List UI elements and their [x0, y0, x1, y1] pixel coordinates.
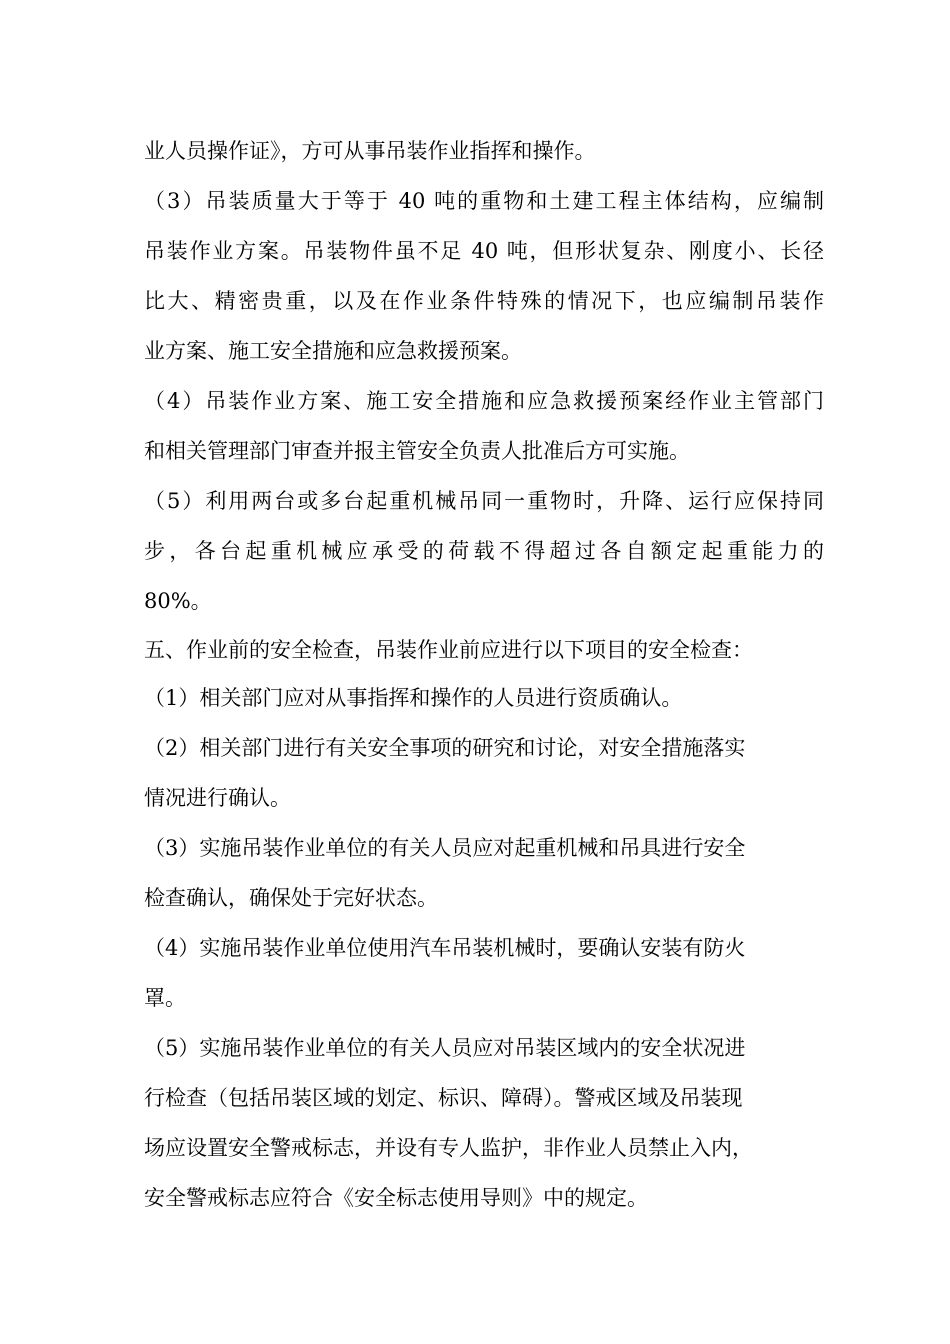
text-line: （2）相关部门进行有关安全事项的研究和讨论，对安全措施落实	[144, 736, 746, 760]
text-line: 业人员操作证》，方可从事吊装作业指挥和操作。	[144, 139, 596, 163]
text-line: 和相关管理部门审查并报主管安全负责人批准后方可实施。	[144, 439, 690, 463]
text-line: （1）相关部门应对从事指挥和操作的人员进行资质确认。	[144, 686, 683, 710]
text-line: 安全警戒标志应符合《安全标志使用导则》中的规定。	[144, 1186, 648, 1210]
text-line: （3）实施吊装作业单位的有关人员应对起重机械和吊具进行安全	[144, 836, 746, 860]
text-line: 情况进行确认。	[144, 786, 291, 810]
text-line: （4）吊装作业方案、施工安全措施和应急救援预案经作业主管部门	[144, 389, 824, 413]
text-line: 行检查（包括吊装区域的划定、标识、障碍）。警戒区域及吊装现	[144, 1086, 743, 1110]
text-line: 80%。	[144, 589, 212, 613]
section-heading: 五、作业前的安全检查，吊装作业前应进行以下项目的安全检查：	[144, 638, 753, 662]
text-line: （3）吊装质量大于等于 40 吨的重物和土建工程主体结构，应编制	[144, 189, 824, 213]
text-line: 检查确认，确保处于完好状态。	[144, 886, 438, 910]
text-line: 吊装作业方案。吊装物件虽不足 40 吨，但形状复杂、刚度小、长径	[144, 239, 824, 263]
text-line: 业方案、施工安全措施和应急救援预案。	[144, 339, 522, 363]
text-line: 罩。	[144, 986, 186, 1010]
text-line: 场应设置安全警戒标志，并设有专人监护，非作业人员禁止入内，	[144, 1136, 753, 1160]
text-line: 比大、精密贵重，以及在作业条件特殊的情况下，也应编制吊装作	[144, 289, 824, 313]
text-line: （5）实施吊装作业单位的有关人员应对吊装区域内的安全状况进	[144, 1036, 746, 1060]
text-line: （4）实施吊装作业单位使用汽车吊装机械时，要确认安装有防火	[144, 936, 746, 960]
text-line: 步，各台起重机械应承受的荷载不得超过各自额定起重能力的	[144, 539, 824, 563]
text-line: （5）利用两台或多台起重机械吊同一重物时，升降、运行应保持同	[144, 489, 824, 513]
